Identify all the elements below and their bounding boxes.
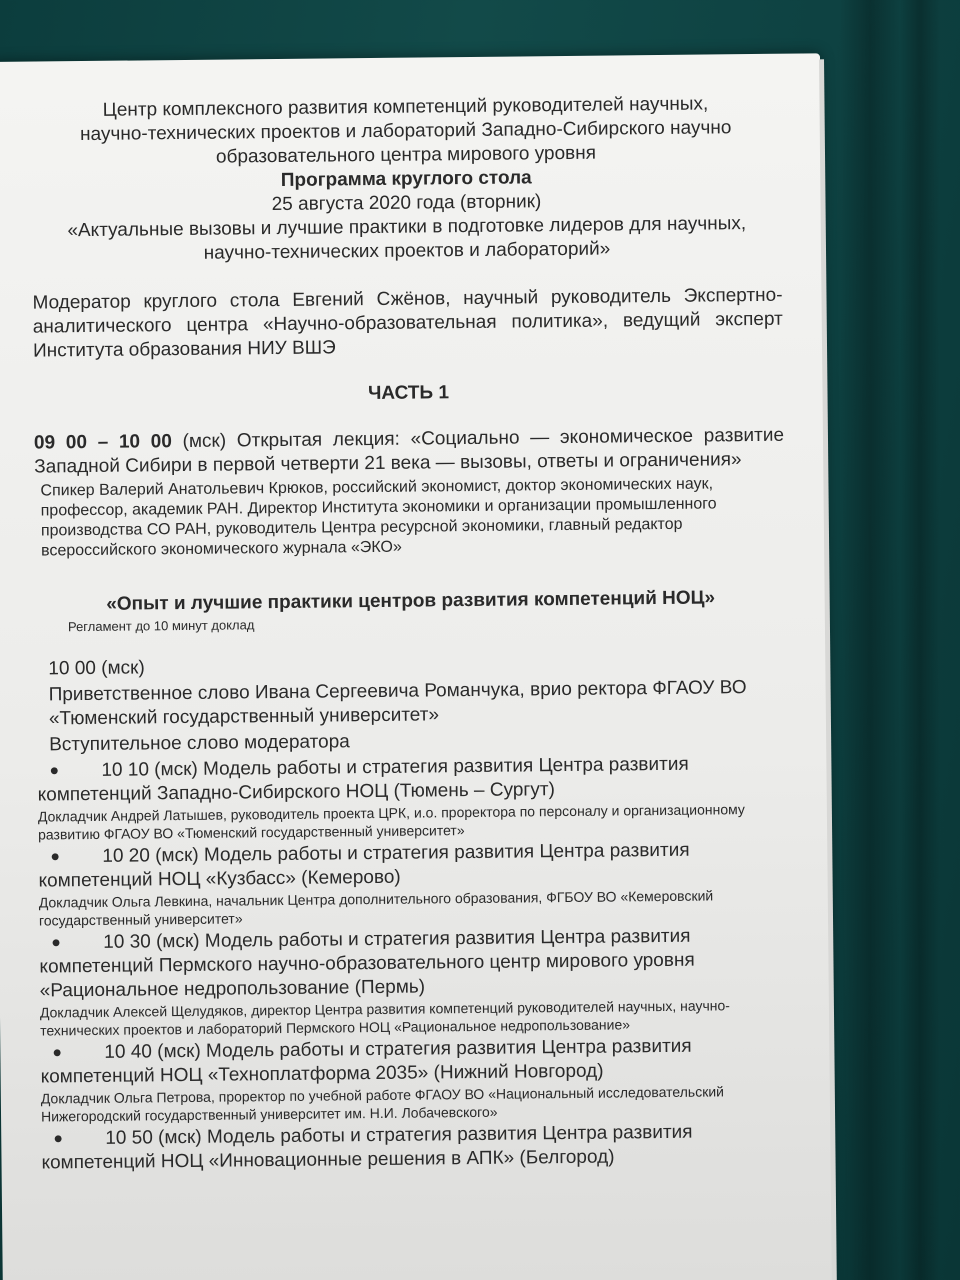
talk-reporter: Докладчик Андрей Латышев, руководитель проекта ЦРК, и.о. проректора по персоналу и организационному развитию ФГАОУ ВО «Тюменский государственный университет» (37, 801, 745, 843)
talk-continuation: компетенций НОЦ «Инновационные решения в АПК» (Белгород) (41, 1146, 615, 1174)
bullet-icon: ● (52, 1044, 63, 1062)
org-line: образовательного центра мирового уровня (215, 142, 597, 168)
opening-intro: Вступительное слово модератора (49, 731, 350, 756)
document-body (30, 92, 791, 1176)
org-line: Центр комплексного развития компетенций руководителей научных, (102, 93, 709, 121)
part-title: ЧАСТЬ 1 (367, 382, 450, 405)
talk-continuation: компетенций НОЦ «Кузбасс» (Кемерово) (38, 866, 401, 892)
bullet-icon: ● (50, 848, 61, 866)
lecture-text: Открытая лекция: «Социально — экономическое развитие Западной Сибири в первой четверти 21 века — вызовы, ответы и ограничения» (34, 424, 785, 478)
lecture-speaker: Спикер Валерий Анатольевич Крюков, российский экономист, доктор экономических наук, профессор, академик РАН. Директор Института экономики и организации промышленного производства СО РАН, руководитель Центра ресурсной экономики, главный редактор всероссийского экономического журнала «ЭКО» (40, 475, 717, 560)
talk-first-line: 10 50 (мск) Модель работы и стратегия развития Центра развития (105, 1121, 693, 1149)
talk-continuation: компетенций Пермского научно-образовательного центр мирового уровня «Рациональное недропользование (Пермь) (39, 949, 695, 1002)
curtain-fold (900, 0, 940, 1280)
talk-continuation: компетенций НОЦ «Техноплатформа 2035» (Нижний Новгород) (40, 1060, 604, 1088)
talk-reporter: Докладчик Ольга Левкина, начальник Центра дополнительного образования, ФГБОУ ВО «Кемеровский государственный университет» (38, 887, 714, 929)
topic-line: научно-технических проектов и лабораторий» (203, 238, 611, 264)
topic-line: «Актуальные вызовы и лучшие практики в подготовке лидеров для научных, (67, 213, 747, 242)
lecture-time: 09 00 – 10 00 (33, 431, 172, 454)
talk-first-line: 10 30 (мск) Модель работы и стратегия развития Центра развития (103, 925, 691, 953)
org-line: научно-технических проектов и лабораторий Западно-Сибирского научно (79, 117, 732, 146)
talk-reporter: Докладчик Алексей Щелудяков, директор Центра развития компетенций руководителей научных, научно-технических проектов и лабораторий Пермского НОЦ «Рациональное недропользование» (39, 997, 731, 1039)
document-header (30, 92, 782, 268)
paper-sheet (0, 53, 833, 1280)
bullet-icon: ● (53, 1130, 64, 1148)
bullet-icon: ● (49, 762, 60, 780)
program-list (36, 650, 791, 1176)
talk-first-line: 10 10 (мск) Модель работы и стратегия развития Центра развития (101, 753, 689, 781)
section-title: «Опыт и лучшие практики центров развития компетенций НОЦ» (106, 587, 716, 615)
program-title: Программа круглого стола (280, 167, 532, 191)
lecture-msk: (мск) (182, 430, 227, 453)
talk-continuation: компетенций Западно-Сибирского НОЦ (Тюмень – Сургут) (37, 779, 555, 806)
bullet-icon: ● (51, 934, 61, 952)
paper-edge (819, 59, 837, 1280)
opening-greeting: Приветственное слово Ивана Сергеевича Романчука, врио ректора ФГАОУ ВО «Тюменский государственный университет» (48, 677, 747, 730)
talk-first-line: 10 20 (мск) Модель работы и стратегия развития Центра развития (102, 839, 690, 867)
curtain-fold (840, 0, 900, 1280)
moderator-paragraph: Модератор круглого стола Евгений Сжёнов, научный руководитель Экспертно-аналитического центра «Научно-образовательная политика», ведущий эксперт Института образования НИУ ВШЭ (32, 284, 783, 362)
regulation-note: Регламент до 10 минут доклад (67, 617, 255, 635)
talk-reporter: Докладчик Ольга Петрова, проректор по учебной работе ФГАОУ ВО «Национальный исследовательский Нижегородский государственный университет им. Н.И. Лобачевского» (40, 1083, 725, 1125)
event-date: 25 августа 2020 года (вторник) (271, 191, 542, 216)
opening-time: 10 00 (мск) (48, 657, 145, 680)
talk-first-line: 10 40 (мск) Модель работы и стратегия развития Центра развития (104, 1035, 692, 1063)
lecture-block (34, 424, 784, 480)
